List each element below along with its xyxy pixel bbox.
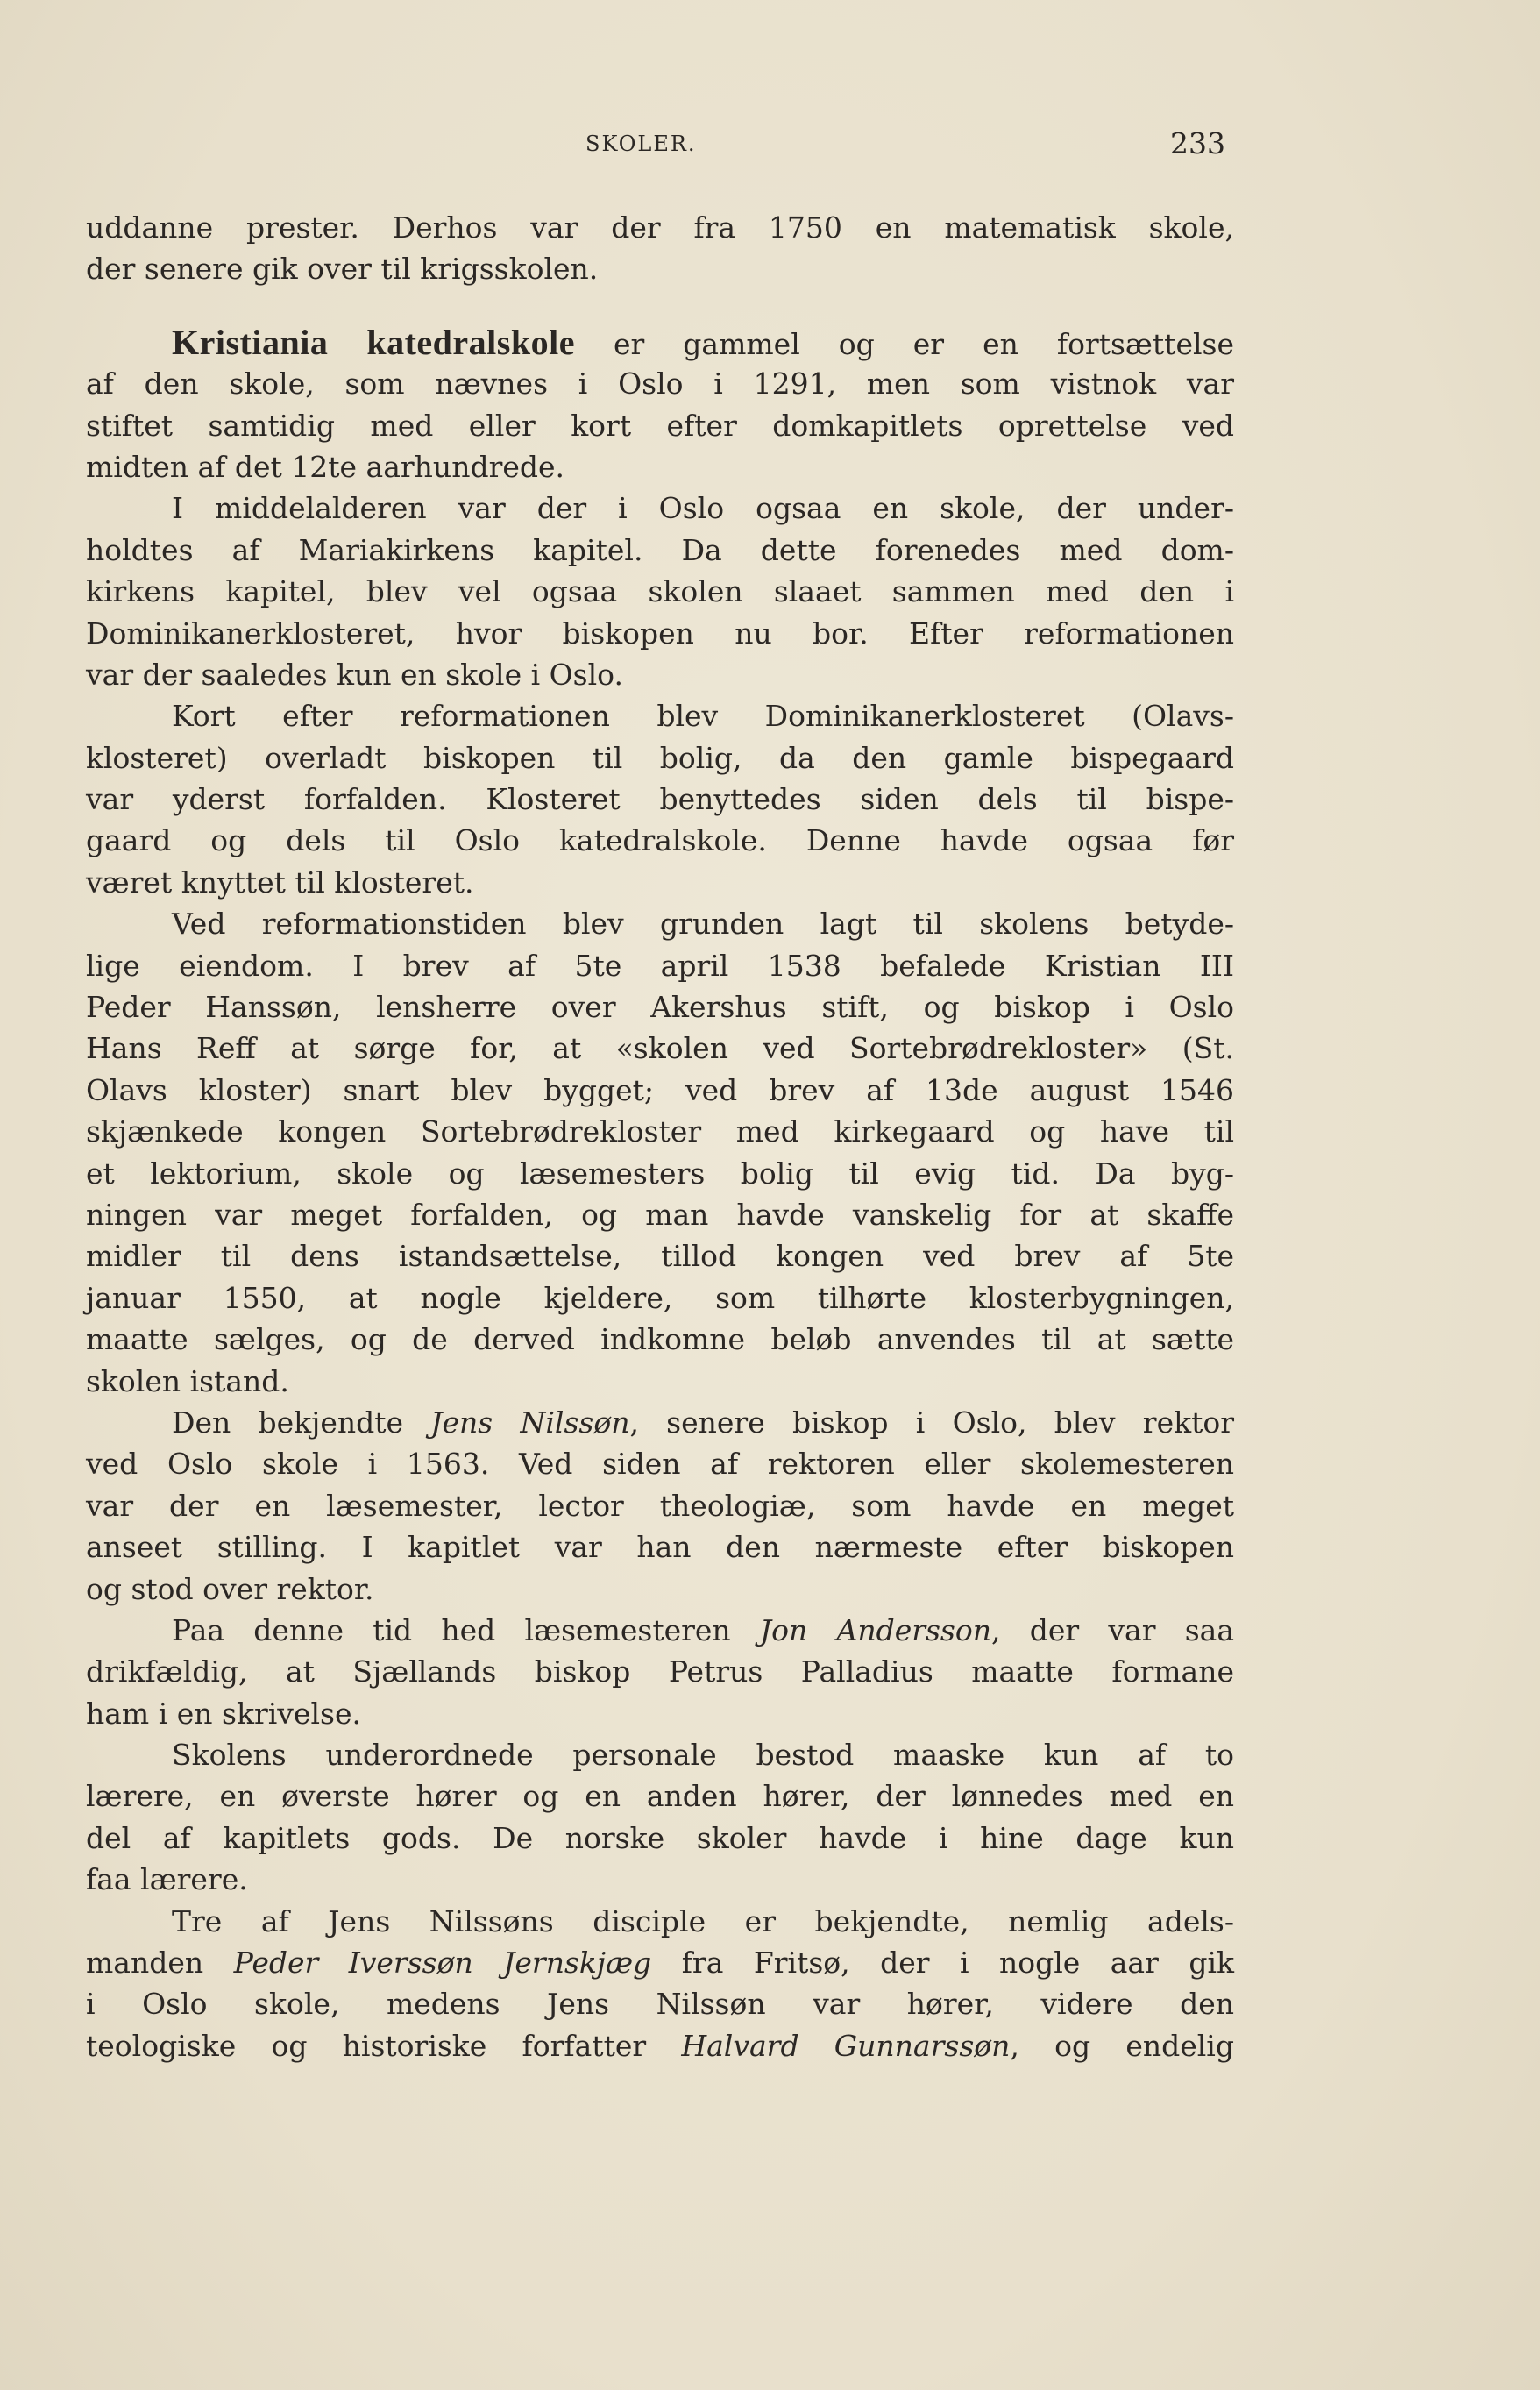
text-line: [86, 1194, 1234, 1235]
text-segment: lærere, en øverste hører og en anden hører, der lønnedes med en: [86, 1779, 1234, 1814]
text-segment: i Oslo skole, medens Jens Nilssøn var hører, videre den: [86, 1987, 1234, 2022]
text-segment: ningen var meget forfalden, og man havde vanskelig for at skaffe: [86, 1197, 1234, 1232]
text-segment: der senere gik over til krigsskolen.: [86, 252, 599, 287]
text-segment: var der saaledes kun en skole i Oslo.: [86, 657, 623, 692]
text-segment: , der var saa: [991, 1612, 1234, 1647]
text-segment: skolen istand.: [86, 1363, 289, 1398]
text-line: [86, 903, 1234, 944]
text-segment: Dominikanerklosteret, hvor biskopen nu bor. Efter reformationen: [86, 615, 1234, 651]
text-line: [86, 1568, 1234, 1610]
text-line: [86, 1817, 1234, 1859]
text-segment: holdtes af Mariakirkens kapitel. Da dette forenedes med dom-: [86, 532, 1234, 567]
text-segment: gaard og dels til Oslo katedralskole. Denne havde ogsaa før: [86, 823, 1234, 858]
text-line: [86, 1028, 1234, 1069]
text-line: [86, 405, 1234, 446]
text-line: [86, 248, 1234, 289]
heading-term: Kristiania katedralskole: [172, 322, 575, 362]
text-segment: Paa denne tid hed læsemesteren: [172, 1612, 760, 1647]
text-segment: Hans Reff at sørge for, at «skolen ved Sortebrødrekloster» (St.: [86, 1031, 1234, 1066]
text-segment: klosteret) overladt biskopen til bolig, da den gamle bispegaard: [86, 740, 1234, 775]
text-line: [86, 1983, 1234, 2024]
text-segment: lige eiendom. I brev af 5te april 1538 befalede Kristian III: [86, 948, 1234, 983]
text-line: [86, 945, 1234, 986]
italic-name: Halvard Gunnarssøn: [681, 2028, 1011, 2063]
text-segment: Ved reformationstiden blev grunden lagt til skolens betyde-: [172, 907, 1234, 942]
text-segment: del af kapitlets gods. De norske skoler havde i hine dage kun: [86, 1820, 1234, 1855]
text-line: [86, 654, 1234, 695]
text-segment: været knyttet til klosteret.: [86, 864, 474, 900]
text-segment: var der en læsemester, lector theologiæ, som havde en meget: [86, 1488, 1234, 1523]
text-line: [86, 820, 1234, 861]
text-segment: er gammel og er en fortsættelse: [574, 326, 1234, 361]
text-line: [86, 986, 1234, 1028]
text-segment: manden: [86, 1945, 234, 1981]
text-line: [86, 1319, 1234, 1360]
text-segment: Olavs kloster) snart blev bygget; ved brev af 13de august 1546: [86, 1072, 1234, 1107]
text-line: [86, 779, 1234, 820]
text-line: [86, 737, 1234, 779]
running-title: SKOLER.: [585, 132, 697, 156]
text-line: [86, 1402, 1234, 1443]
text-segment: uddanne prester. Derhos var der fra 1750 en matematisk skole,: [86, 210, 1234, 245]
italic-name: Jens Nilssøn: [430, 1405, 630, 1440]
text-line: [86, 1235, 1234, 1277]
text-segment: og stod over rektor.: [86, 1571, 374, 1606]
text-segment: Tre af Jens Nilssøns disciple er bekjendte, nemlig adels-: [172, 1903, 1234, 1938]
text-segment: januar 1550, at nogle kjeldere, som tilhørte klosterbygningen,: [86, 1280, 1234, 1315]
text-line: [86, 1901, 1234, 1942]
text-segment: af den skole, som nævnes i Oslo i 1291, men som vistnok var: [86, 366, 1234, 402]
text-line: [86, 1485, 1234, 1526]
text-segment: skjænkede kongen Sortebrødrekloster med kirkegaard og have til: [86, 1114, 1234, 1149]
italic-name: Jon Andersson: [759, 1612, 991, 1647]
text-line: [86, 1070, 1234, 1111]
text-segment: midten af det 12te aarhundrede.: [86, 449, 565, 484]
text-segment: ved Oslo skole i 1563. Ved siden af rektoren eller skolemesteren: [86, 1447, 1234, 1482]
text-segment: Peder Hanssøn, lensherre over Akershus stift, og biskop i Oslo: [86, 990, 1234, 1025]
text-line: [86, 1610, 1234, 1651]
text-line: [86, 363, 1234, 404]
text-segment: var yderst forfalden. Klosteret benyttedes siden dels til bispe-: [86, 782, 1234, 817]
text-segment: I middelalderen var der i Oslo ogsaa en skole, der under-: [172, 491, 1234, 526]
text-segment: maatte sælges, og de derved indkomne beløb anvendes til at sætte: [86, 1322, 1234, 1357]
text-segment: Skolens underordnede personale bestod maaske kun af to: [172, 1738, 1234, 1773]
text-segment: fra Fritsø, der i nogle aar gik: [651, 1945, 1235, 1981]
text-line: [86, 1859, 1234, 1900]
text-line: [86, 695, 1234, 736]
text-line: [86, 1734, 1234, 1775]
text-line: [86, 1693, 1234, 1734]
text-segment: , senere biskop i Oslo, blev rektor: [629, 1405, 1234, 1440]
text-segment: kirkens kapitel, blev vel ogsaa skolen slaaet sammen med den i: [86, 574, 1234, 609]
text-line: [86, 487, 1234, 529]
text-line: [86, 1111, 1234, 1152]
text-line: [86, 613, 1234, 654]
text-segment: anseet stilling. I kapitlet var han den nærmeste efter biskopen: [86, 1530, 1234, 1565]
text-segment: drikfældig, at Sjællands biskop Petrus Palladius maatte formane: [86, 1654, 1234, 1689]
running-head: [0, 126, 1540, 161]
body-text: [86, 207, 1234, 2066]
text-segment: stiftet samtidig med eller kort efter domkapitlets oprettelse ved: [86, 408, 1234, 443]
text-line: [86, 1361, 1234, 1402]
italic-name: Peder Iverssøn Jernskjæg: [233, 1945, 652, 1981]
text-line: [86, 207, 1234, 248]
text-segment: teologiske og historiske forfatter: [86, 2028, 682, 2063]
text-line: [86, 530, 1234, 571]
text-line: [86, 571, 1234, 612]
text-segment: Kort efter reformationen blev Dominikanerklosteret (Olavs-: [172, 699, 1234, 734]
text-line: [86, 1942, 1234, 1983]
text-line: [86, 1526, 1234, 1568]
text-line: [86, 1277, 1234, 1319]
text-line: [86, 1153, 1234, 1194]
text-line: [86, 1651, 1234, 1692]
text-line: [86, 2025, 1234, 2066]
text-segment: ham i en skrivelse.: [86, 1696, 361, 1731]
paragraph-gap: [86, 290, 1234, 322]
text-segment: Den bekjendte: [172, 1405, 431, 1440]
text-segment: midler til dens istandsættelse, tillod kongen ved brev af 5te: [86, 1239, 1234, 1274]
text-segment: faa lærere.: [86, 1862, 248, 1897]
text-line: [86, 862, 1234, 903]
text-line: [86, 322, 1234, 363]
text-line: [86, 1775, 1234, 1817]
page-number: 233: [1170, 126, 1225, 160]
text-line: [86, 446, 1234, 487]
text-segment: et lektorium, skole og læsemesters bolig til evig tid. Da byg-: [86, 1156, 1234, 1191]
text-segment: , og endelig: [1010, 2028, 1234, 2063]
text-line: [86, 1443, 1234, 1484]
